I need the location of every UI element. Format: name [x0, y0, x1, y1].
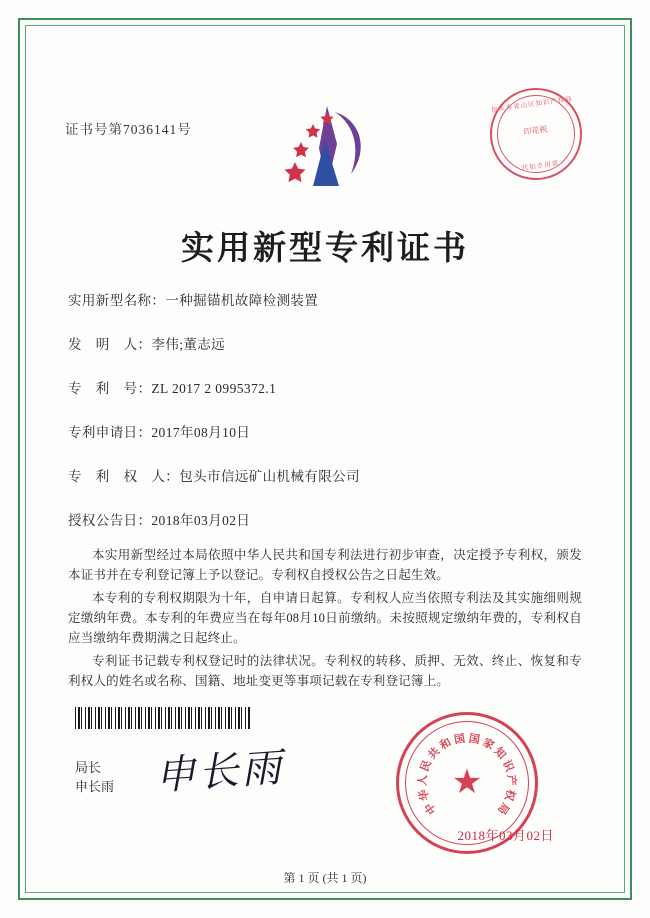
field-label: 发 明 人：	[68, 337, 152, 352]
certificate-number: 证书号第7036141号	[65, 122, 192, 137]
seal-char: 家	[480, 736, 496, 753]
seal-char: 局	[494, 800, 512, 817]
seal-char: 知	[491, 745, 508, 762]
field-value: 2017年08月10日	[151, 425, 251, 440]
patent-office-logo-icon	[265, 98, 385, 193]
seal-arc-text: 包头市青山区知识产权局	[490, 95, 574, 114]
field-row	[68, 466, 582, 488]
legal-paragraph: 本实用新型经过本局依照中华人民共和国专利法进行初步审查，决定授予专利权，颁发本证书并在专利登记簿上予以登记。专利权自授权公告之日起生效。	[68, 548, 582, 582]
seal-char: 国	[453, 732, 467, 747]
legal-paragraph: 专利证书记载专利权登记时的法律状况。专利权的转移、质押、无效、终止、恢复和专利权人的姓名或名称、国籍、地址变更等事项记载在专利登记簿上。	[68, 654, 582, 688]
field-value: 2018年03月02日	[151, 513, 251, 528]
page-footer: 第 1 页 (共 1 页)	[283, 871, 367, 885]
seal-char: 中	[422, 800, 440, 817]
seal-char: 产	[504, 774, 518, 787]
field-row	[68, 510, 582, 532]
seal-char: 国	[467, 732, 481, 747]
field-row	[68, 334, 582, 356]
director-label: 局长	[75, 760, 102, 775]
field-list	[68, 290, 582, 554]
seal-char: 华	[417, 788, 432, 802]
field-value: ZL 2017 2 0995372.1	[151, 381, 277, 396]
legal-text-block	[68, 545, 582, 694]
tax-stamp-seal	[484, 82, 588, 186]
field-row	[68, 378, 582, 400]
field-row	[68, 422, 582, 444]
field-row	[68, 290, 582, 312]
field-value: 包头市信远矿山机械有限公司	[179, 469, 360, 484]
seal-char: 民	[418, 758, 435, 774]
field-label: 专利申请日：	[68, 425, 152, 440]
seal-bottom-text: 代扣专用章	[521, 160, 560, 173]
seal-date: 2018年03月02日	[457, 828, 554, 843]
field-label: 专 利 权 人：	[68, 469, 180, 484]
seal-char: 权	[502, 788, 517, 802]
seal-char: 和	[438, 736, 454, 753]
director-block	[75, 758, 114, 796]
field-value: 李伟;董志远	[151, 337, 226, 352]
star-icon: ★	[451, 764, 483, 801]
field-label: 实用新型名称：	[68, 293, 166, 308]
field-value: 一种掘锚机故障检测装置	[165, 293, 319, 308]
seal-middle-text: 印花税	[523, 124, 549, 137]
page-title: 实用新型专利证书	[181, 228, 469, 267]
legal-paragraph: 本专利的专利权期限为十年，自申请日起算。专利权人应当依照专利法及其实施细则规定缴纳年费。本专利的年费应当在每年08月10日前缴纳。未按照规定缴纳年费的，专利权自应当缴纳年费期满之日起终止。	[68, 591, 582, 645]
director-name: 申长雨	[75, 779, 115, 794]
field-label: 授权公告日：	[68, 513, 152, 528]
seal-char: 共	[426, 745, 443, 762]
handwritten-signature: 申长雨	[153, 744, 286, 800]
field-label: 专 利 号：	[68, 381, 152, 396]
seal-char: 识	[499, 758, 516, 774]
barcode	[75, 707, 250, 729]
certificate-content	[40, 40, 610, 878]
seal-char: 人	[416, 774, 430, 787]
